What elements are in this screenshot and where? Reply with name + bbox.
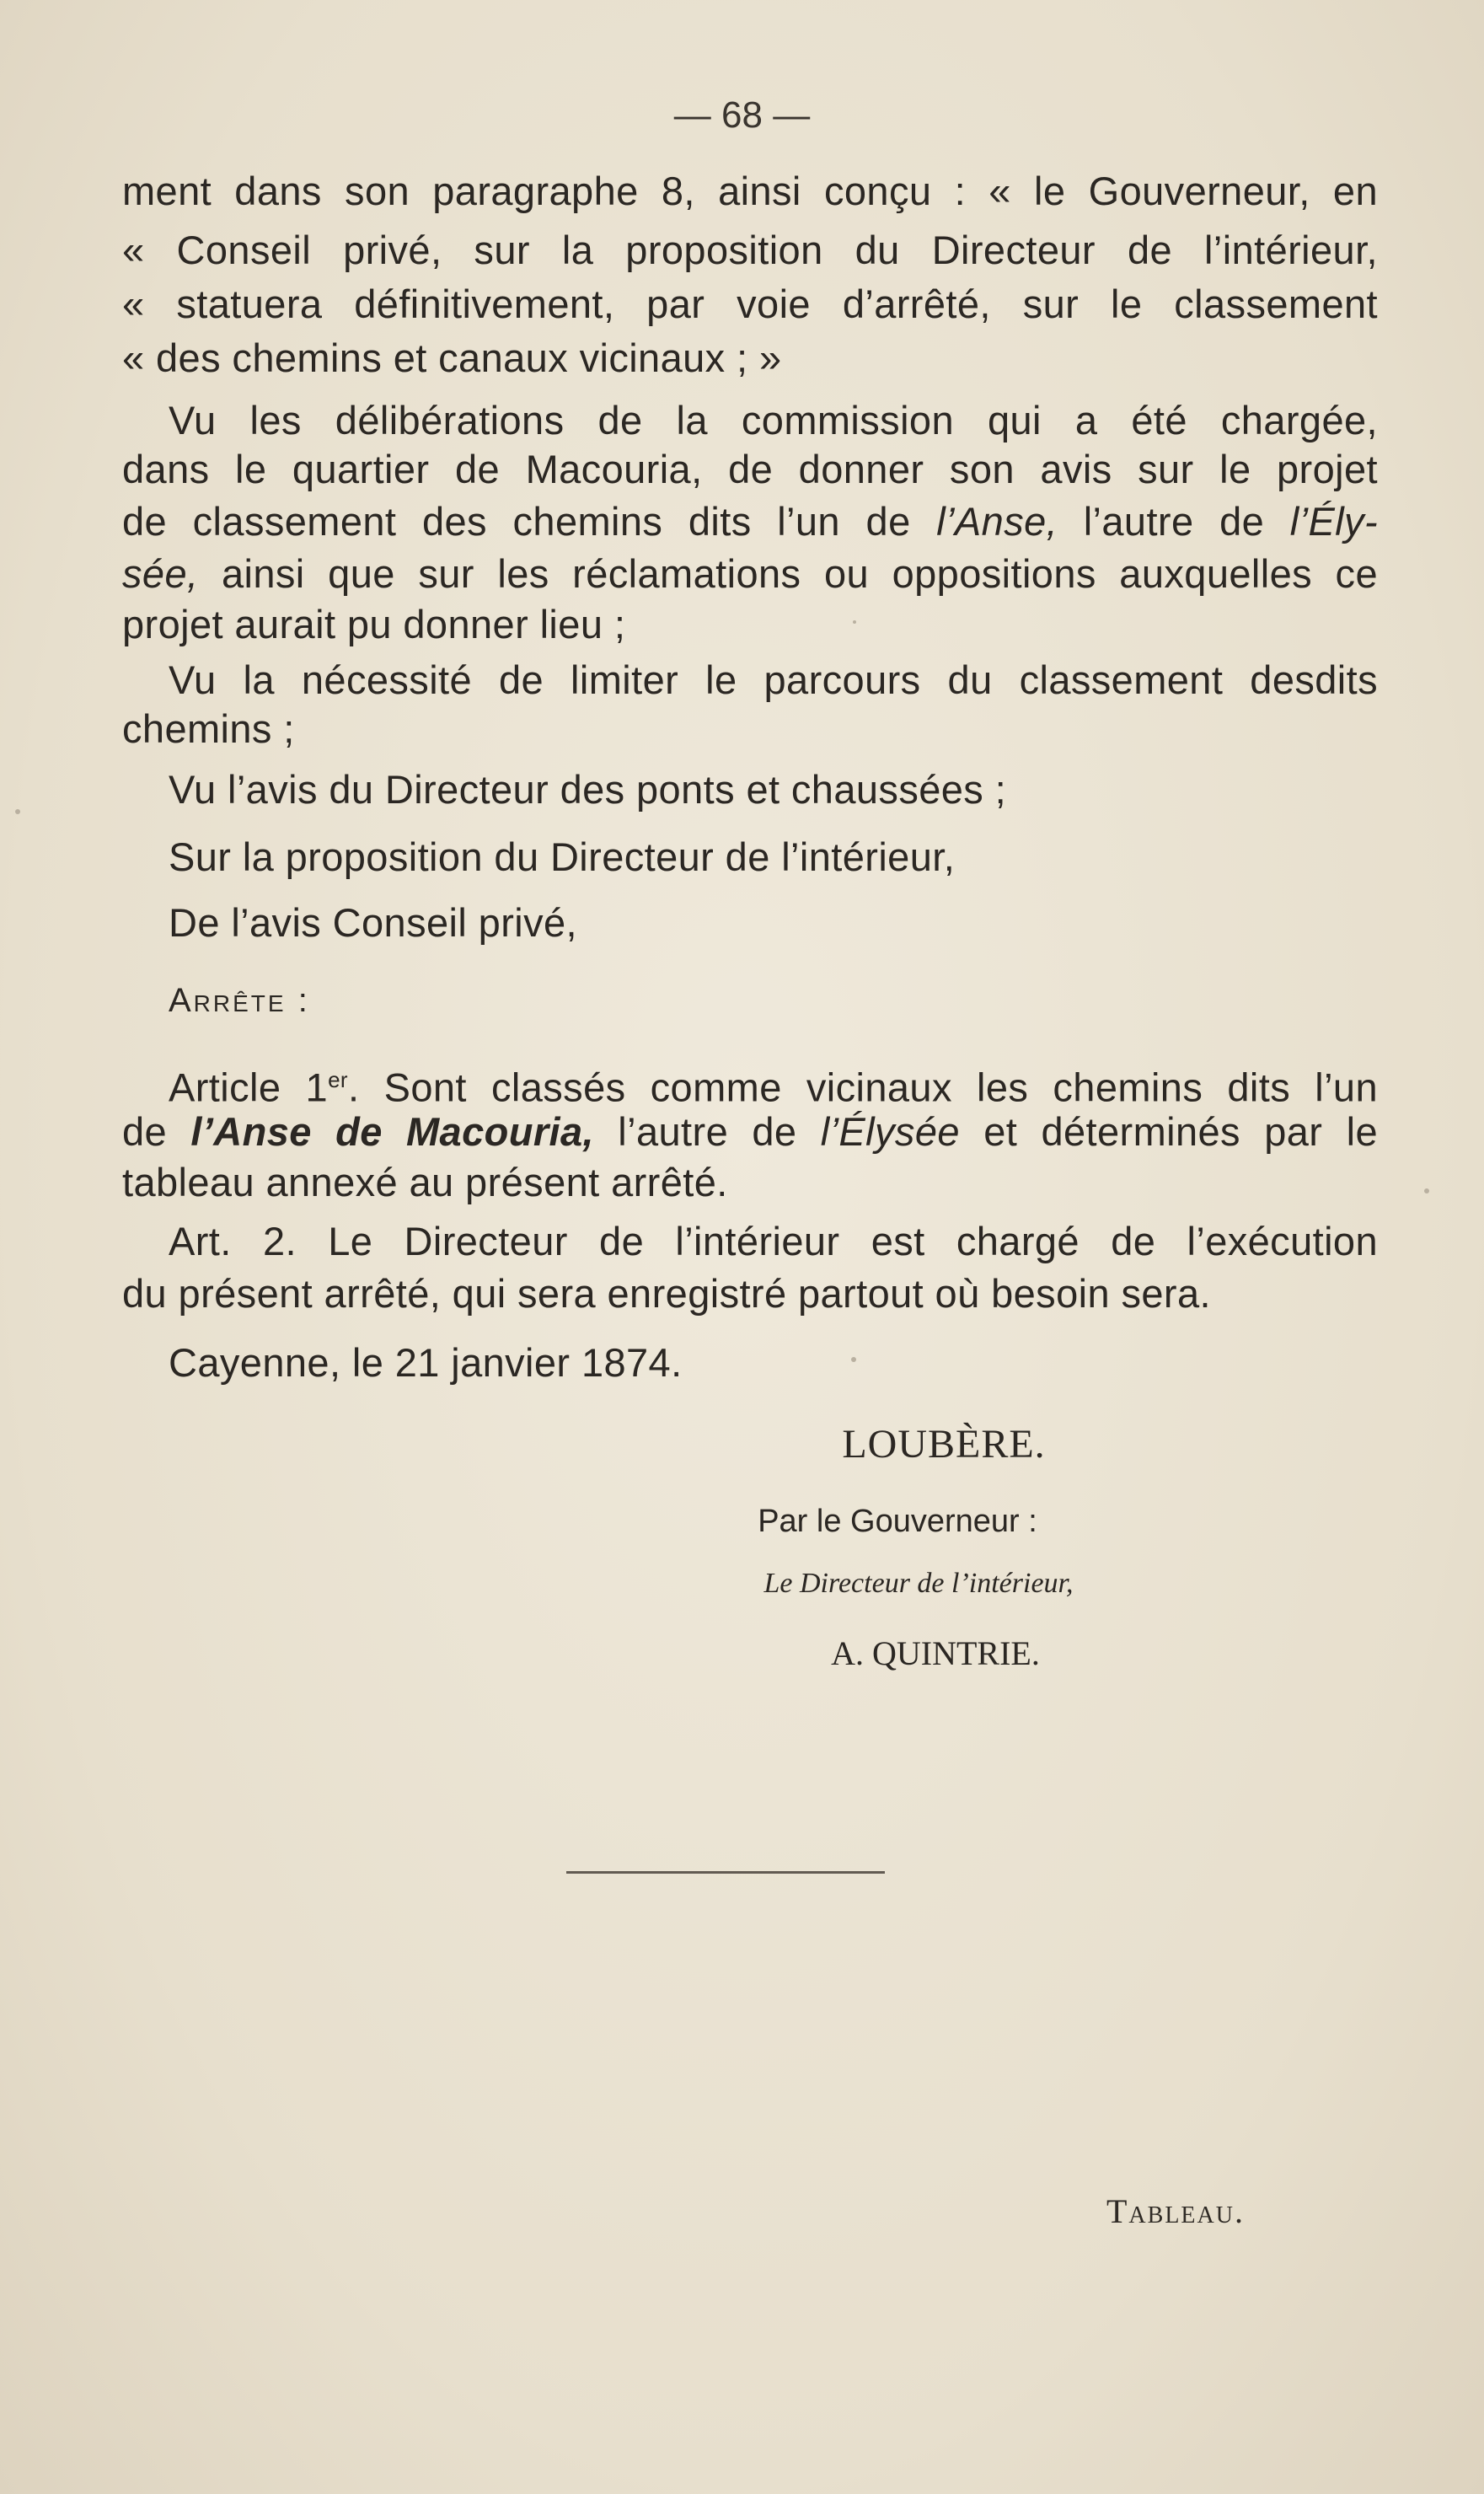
text-line <box>122 550 1378 598</box>
text-line: Vu les délibérations de la commission qui a été chargée, <box>169 398 1378 442</box>
text-line: projet aurait pu donner lieu ; <box>122 602 626 646</box>
paper-speck <box>851 1357 856 1362</box>
text-span: l’autre de <box>618 1109 797 1154</box>
text-line: Vu l’avis du Directeur des ponts et chaussées ; <box>169 767 1007 812</box>
par-le-gouverneur: Par le Gouverneur : <box>758 1504 1037 1539</box>
article-1-line <box>122 1108 1378 1156</box>
text-line: « des chemins et canaux vicinaux ; » <box>122 335 782 380</box>
text-line: Sur la proposition du Directeur de l’intérieur, <box>169 834 956 879</box>
text-span: l’autre de <box>1083 499 1265 544</box>
article-2-line: du présent arrêté, qui sera enregistré partout où besoin sera. <box>122 1271 1211 1316</box>
directeur-title: Le Directeur de l’intérieur, <box>763 1568 1074 1599</box>
date-line: Cayenne, le 21 janvier 1874. <box>169 1340 683 1385</box>
place-name: l’Élysée <box>820 1109 960 1154</box>
paper-speck <box>853 620 856 624</box>
text-line: De l’avis Conseil privé, <box>169 900 577 945</box>
text-span: Article 1 <box>169 1065 329 1110</box>
text-span: de classement des chemins dits l’un de <box>122 499 911 544</box>
signature-quintrie: A. QUINTRIE. <box>831 1634 1040 1672</box>
signature-governor: LOUBÈRE. <box>842 1422 1046 1467</box>
horizontal-rule <box>566 1871 885 1874</box>
page-number: — 68 — <box>673 94 811 136</box>
text-line: chemins ; <box>122 706 295 751</box>
superscript: er <box>328 1067 348 1092</box>
place-name: sée, <box>122 551 199 596</box>
article-1-line <box>169 1055 1378 1113</box>
text-span: et déterminés par le <box>983 1109 1379 1154</box>
text-span: . Sont classés comme vicinaux les chemins dits l’un <box>347 1065 1378 1110</box>
text-span: ainsi que sur les réclamations ou oppositions auxquelles ce <box>221 551 1378 596</box>
text-line: tableau annexé au présent arrêté. <box>122 1160 728 1204</box>
text-span: de <box>122 1109 168 1154</box>
text-line: dans le quartier de Macouria, de donner son avis sur le projet <box>122 447 1378 491</box>
place-name: l’Anse, <box>936 499 1058 544</box>
place-name: l’Ély- <box>1289 499 1379 544</box>
place-name: l’Anse de Macouria, <box>190 1109 595 1154</box>
paper-speck <box>15 809 20 814</box>
text-line: Vu la nécessité de limiter le parcours du classement desdits <box>169 657 1378 702</box>
text-line: ment dans son paragraphe 8, ainsi conçu : « le Gouverneur, en <box>122 169 1378 213</box>
paper-speck <box>1424 1188 1429 1193</box>
catchword: Tableau. <box>1106 2192 1245 2230</box>
arrete-heading: Arrête : <box>169 982 310 1019</box>
article-2-line: Art. 2. Le Directeur de l’intérieur est chargé de l’exécution <box>169 1219 1378 1263</box>
text-line: « statuera définitivement, par voie d’arrêté, sur le classement <box>122 282 1378 326</box>
text-line <box>122 497 1378 546</box>
text-line: « Conseil privé, sur la proposition du Directeur de l’intérieur, <box>122 228 1378 272</box>
